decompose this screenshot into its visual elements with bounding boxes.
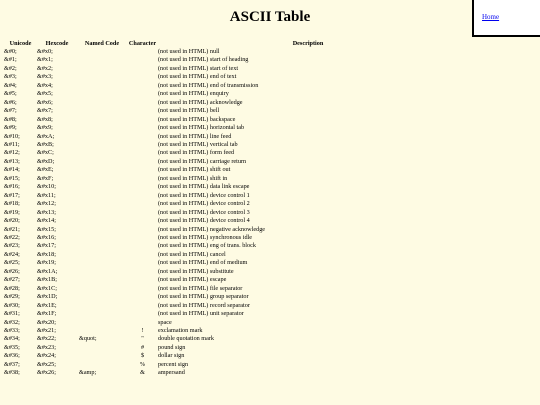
cell-character — [127, 141, 158, 149]
cell-character — [127, 302, 158, 310]
cell-unicode: &#2; — [4, 64, 17, 72]
cell-named-code — [77, 344, 127, 352]
cell-named-code — [77, 259, 127, 267]
table-row — [4, 158, 458, 166]
cell-description: (not used in HTML) horizontal tab — [158, 124, 245, 132]
table-row — [4, 352, 458, 360]
cell-character — [127, 48, 158, 56]
table-row — [4, 302, 458, 310]
cell-character — [127, 99, 158, 107]
table-row — [4, 310, 458, 318]
cell-description: (not used in HTML) unit separator — [158, 310, 244, 318]
cell-unicode: &#38; — [4, 369, 20, 377]
table-row — [4, 259, 458, 267]
cell-hexcode: &#x5; — [37, 90, 53, 98]
cell-unicode: &#6; — [4, 98, 17, 106]
cell-hexcode: &#x1; — [37, 56, 53, 64]
cell-description: (not used in HTML) data link escape — [158, 183, 250, 191]
cell-character — [127, 268, 158, 276]
cell-character — [127, 158, 158, 166]
cell-hexcode: &#x7; — [37, 107, 53, 115]
cell-hexcode: &#xC; — [37, 149, 54, 157]
table-row — [4, 285, 458, 293]
cell-named-code: &amp; — [79, 369, 97, 377]
cell-hexcode: &#x20; — [37, 318, 56, 326]
cell-unicode: &#36; — [4, 352, 20, 360]
cell-description: (not used in HTML) device control 4 — [158, 217, 250, 225]
table-row — [4, 242, 458, 250]
cell-named-code — [77, 48, 127, 56]
cell-unicode: &#32; — [4, 318, 20, 326]
cell-character — [127, 56, 158, 64]
table-row — [4, 234, 458, 242]
cell-description: (not used in HTML) end of medium — [158, 259, 248, 267]
cell-description: (not used in HTML) end of transmission — [158, 81, 259, 89]
cell-named-code — [77, 90, 127, 98]
table-header-row — [4, 39, 458, 48]
cell-unicode: &#18; — [4, 200, 20, 208]
table-row — [4, 251, 458, 259]
cell-description: (not used in HTML) start of text — [158, 64, 239, 72]
cell-description: pound sign — [158, 343, 186, 351]
cell-hexcode: &#x25; — [37, 360, 56, 368]
cell-hexcode: &#x12; — [37, 200, 56, 208]
cell-named-code — [77, 124, 127, 132]
cell-description: (not used in HTML) vertical tab — [158, 140, 238, 148]
cell-named-code — [77, 149, 127, 157]
cell-hexcode: &#x10; — [37, 183, 56, 191]
cell-description: (not used in HTML) group separator — [158, 293, 249, 301]
cell-unicode: &#28; — [4, 284, 20, 292]
table-row — [4, 217, 458, 225]
table-row — [4, 133, 458, 141]
cell-description: (not used in HTML) acknowledge — [158, 98, 243, 106]
cell-named-code — [77, 107, 127, 115]
table-row — [4, 327, 458, 335]
cell-description: (not used in HTML) bell — [158, 107, 220, 115]
cell-unicode: &#10; — [4, 132, 20, 140]
cell-unicode: &#16; — [4, 183, 20, 191]
cell-unicode: &#3; — [4, 73, 17, 81]
header-character: Character — [128, 40, 157, 47]
table-row — [4, 361, 458, 369]
cell-named-code — [77, 251, 127, 259]
cell-character — [127, 242, 158, 250]
cell-unicode: &#15; — [4, 174, 20, 182]
cell-unicode: &#23; — [4, 242, 20, 250]
cell-unicode: &#11; — [4, 140, 20, 148]
cell-unicode: &#30; — [4, 301, 20, 309]
cell-named-code — [77, 302, 127, 310]
cell-named-code — [77, 276, 127, 284]
cell-description: (not used in HTML) end of text — [158, 73, 237, 81]
cell-hexcode: &#x16; — [37, 233, 56, 241]
cell-hexcode: &#xD; — [37, 157, 55, 165]
cell-unicode: &#27; — [4, 276, 20, 284]
cell-character — [127, 310, 158, 318]
cell-description: (not used in HTML) backspace — [158, 115, 236, 123]
cell-description: (not used in HTML) start of heading — [158, 56, 249, 64]
cell-character — [127, 175, 158, 183]
cell-unicode: &#35; — [4, 343, 20, 351]
table-row — [4, 65, 458, 73]
cell-description: (not used in HTML) carriage return — [158, 157, 247, 165]
cell-hexcode: &#x11; — [37, 191, 56, 199]
cell-hexcode: &#xF; — [37, 174, 54, 182]
cell-description: ampersand — [158, 369, 185, 377]
cell-named-code — [77, 158, 127, 166]
cell-hexcode: &#x1A; — [37, 267, 58, 275]
cell-named-code — [77, 268, 127, 276]
cell-unicode: &#25; — [4, 259, 20, 267]
cell-unicode: &#20; — [4, 217, 20, 225]
cell-unicode: &#33; — [4, 326, 20, 334]
cell-character — [127, 319, 158, 327]
table-row — [4, 141, 458, 149]
table-row — [4, 107, 458, 115]
cell-description: (not used in HTML) form feed — [158, 149, 235, 157]
cell-hexcode: &#x0; — [37, 48, 53, 55]
cell-named-code — [77, 99, 127, 107]
cell-description: (not used in HTML) escape — [158, 276, 227, 284]
cell-named-code — [77, 133, 127, 141]
table-row — [4, 166, 458, 174]
cell-named-code — [77, 175, 127, 183]
cell-character — [127, 226, 158, 234]
cell-named-code — [77, 116, 127, 124]
cell-character — [127, 166, 158, 174]
cell-unicode: &#9; — [4, 124, 17, 132]
cell-hexcode: &#x2; — [37, 64, 53, 72]
cell-description: (not used in HTML) enquiry — [158, 90, 229, 98]
cell-hexcode: &#x1C; — [37, 284, 57, 292]
header-unicode: Unicode — [9, 40, 32, 47]
cell-hexcode: &#x24; — [37, 352, 56, 360]
cell-character: " — [141, 335, 144, 343]
cell-unicode: &#1; — [4, 56, 17, 64]
cell-character — [127, 285, 158, 293]
cell-named-code — [77, 56, 127, 64]
table-row — [4, 209, 458, 217]
table-row — [4, 99, 458, 107]
cell-hexcode: &#x15; — [37, 225, 56, 233]
cell-character — [127, 65, 158, 73]
cell-hexcode: &#x22; — [37, 335, 56, 343]
cell-description: double quotation mark — [158, 335, 215, 343]
table-row — [4, 344, 458, 352]
cell-hexcode: &#x19; — [37, 259, 56, 267]
cell-named-code — [77, 226, 127, 234]
cell-hexcode: &#x13; — [37, 208, 56, 216]
table-body — [4, 48, 458, 378]
cell-unicode: &#5; — [4, 90, 17, 98]
table-row — [4, 268, 458, 276]
cell-description: (not used in HTML) record separator — [158, 301, 250, 309]
table-row — [4, 293, 458, 301]
cell-character — [127, 90, 158, 98]
cell-description: (not used in HTML) cancel — [158, 250, 226, 258]
cell-character — [127, 183, 158, 191]
cell-unicode: &#22; — [4, 233, 20, 241]
cell-hexcode: &#x1F; — [37, 310, 57, 318]
cell-description: (not used in HTML) shift in — [158, 174, 228, 182]
cell-unicode: &#19; — [4, 208, 20, 216]
table-row — [4, 124, 458, 132]
cell-named-code — [77, 73, 127, 81]
table-row — [4, 82, 458, 90]
cell-hexcode: &#x1D; — [37, 293, 58, 301]
cell-description: percent sign — [158, 360, 189, 368]
cell-description: (not used in HTML) null — [158, 48, 220, 55]
cell-character — [127, 82, 158, 90]
cell-description: (not used in HTML) device control 1 — [158, 191, 250, 199]
page-title: ASCII Table — [229, 9, 311, 25]
cell-unicode: &#31; — [4, 310, 20, 318]
cell-unicode: &#0; — [4, 48, 17, 55]
cell-description: (not used in HTML) device control 3 — [158, 208, 250, 216]
cell-character — [127, 209, 158, 217]
cell-description: (not used in HTML) negative acknowledge — [158, 225, 266, 233]
table-row — [4, 200, 458, 208]
cell-character — [127, 73, 158, 81]
cell-unicode: &#26; — [4, 267, 20, 275]
table-row — [4, 175, 458, 183]
cell-named-code — [77, 293, 127, 301]
cell-description: space — [158, 318, 172, 326]
table-row — [4, 149, 458, 157]
cell-unicode: &#37; — [4, 360, 20, 368]
cell-named-code — [77, 65, 127, 73]
cell-unicode: &#29; — [4, 293, 20, 301]
cell-description: (not used in HTML) shift out — [158, 166, 231, 174]
cell-character: $ — [140, 352, 145, 360]
cell-hexcode: &#x14; — [37, 217, 56, 225]
cell-named-code — [77, 319, 127, 327]
cell-description: (not used in HTML) line feed — [158, 132, 232, 140]
cell-unicode: &#34; — [4, 335, 20, 343]
cell-named-code: &quot; — [79, 335, 97, 343]
cell-character — [127, 217, 158, 225]
cell-hexcode: &#x26; — [37, 369, 56, 377]
cell-hexcode: &#x3; — [37, 73, 53, 81]
table-row — [4, 90, 458, 98]
cell-named-code — [77, 166, 127, 174]
cell-hexcode: &#x18; — [37, 250, 56, 258]
header-description: Description — [292, 40, 324, 47]
cell-hexcode: &#x23; — [37, 343, 56, 351]
table-row — [4, 73, 458, 81]
cell-named-code — [77, 209, 127, 217]
cell-named-code — [77, 192, 127, 200]
cell-named-code — [77, 285, 127, 293]
cell-hexcode: &#x8; — [37, 115, 53, 123]
cell-character — [127, 107, 158, 115]
cell-character: # — [140, 343, 145, 351]
table-row — [4, 116, 458, 124]
cell-character — [127, 124, 158, 132]
cell-hexcode: &#x1B; — [37, 276, 57, 284]
cell-unicode: &#12; — [4, 149, 20, 157]
cell-character — [127, 276, 158, 284]
cell-named-code — [77, 234, 127, 242]
cell-character — [127, 259, 158, 267]
home-nav-box — [472, 0, 540, 37]
cell-character: ! — [141, 326, 144, 334]
cell-hexcode: &#x4; — [37, 81, 53, 89]
cell-character — [127, 116, 158, 124]
cell-description: (not used in HTML) file separator — [158, 284, 243, 292]
ascii-table — [4, 39, 458, 378]
cell-hexcode: &#x9; — [37, 124, 53, 132]
cell-hexcode: &#xB; — [37, 140, 54, 148]
cell-unicode: &#14; — [4, 166, 20, 174]
cell-description: exclamation mark — [158, 326, 203, 334]
cell-named-code — [77, 327, 127, 335]
cell-unicode: &#17; — [4, 191, 20, 199]
cell-character — [127, 133, 158, 141]
cell-named-code — [77, 242, 127, 250]
cell-character — [127, 192, 158, 200]
table-row — [4, 335, 458, 343]
cell-unicode: &#7; — [4, 107, 17, 115]
cell-description: (not used in HTML) synchronous idle — [158, 233, 253, 241]
cell-named-code — [77, 183, 127, 191]
table-row — [4, 56, 458, 64]
cell-named-code — [77, 141, 127, 149]
cell-character — [127, 149, 158, 157]
cell-character — [127, 251, 158, 259]
home-link[interactable]: Home — [482, 13, 500, 21]
cell-hexcode: &#x17; — [37, 242, 56, 250]
cell-character — [127, 200, 158, 208]
cell-unicode: &#24; — [4, 250, 20, 258]
cell-description: dollar sign — [158, 352, 185, 360]
table-row — [4, 276, 458, 284]
cell-character — [127, 234, 158, 242]
cell-named-code — [77, 200, 127, 208]
cell-hexcode: &#xE; — [37, 166, 54, 174]
header-named-code: Named Code — [84, 40, 120, 47]
cell-named-code — [77, 361, 127, 369]
cell-named-code — [77, 217, 127, 225]
table-row — [4, 192, 458, 200]
table-row — [4, 226, 458, 234]
table-row — [4, 319, 458, 327]
cell-description: (not used in HTML) device control 2 — [158, 200, 250, 208]
cell-unicode: &#13; — [4, 157, 20, 165]
cell-character: % — [139, 360, 146, 368]
cell-hexcode: &#x1E; — [37, 301, 57, 309]
header-hexcode: Hexcode — [45, 40, 69, 47]
cell-unicode: &#8; — [4, 115, 17, 123]
cell-description: (not used in HTML) eng of trans. block — [158, 242, 256, 250]
table-row — [4, 183, 458, 191]
table-row — [4, 369, 458, 377]
cell-hexcode: &#x21; — [37, 326, 56, 334]
cell-hexcode: &#x6; — [37, 98, 53, 106]
cell-character — [127, 293, 158, 301]
cell-character: & — [140, 369, 145, 377]
cell-description: (not used in HTML) substitute — [158, 267, 234, 275]
cell-hexcode: &#xA; — [37, 132, 55, 140]
cell-unicode: &#21; — [4, 225, 20, 233]
cell-named-code — [77, 352, 127, 360]
cell-unicode: &#4; — [4, 81, 17, 89]
cell-named-code — [77, 82, 127, 90]
cell-named-code — [77, 310, 127, 318]
table-row — [4, 48, 458, 56]
